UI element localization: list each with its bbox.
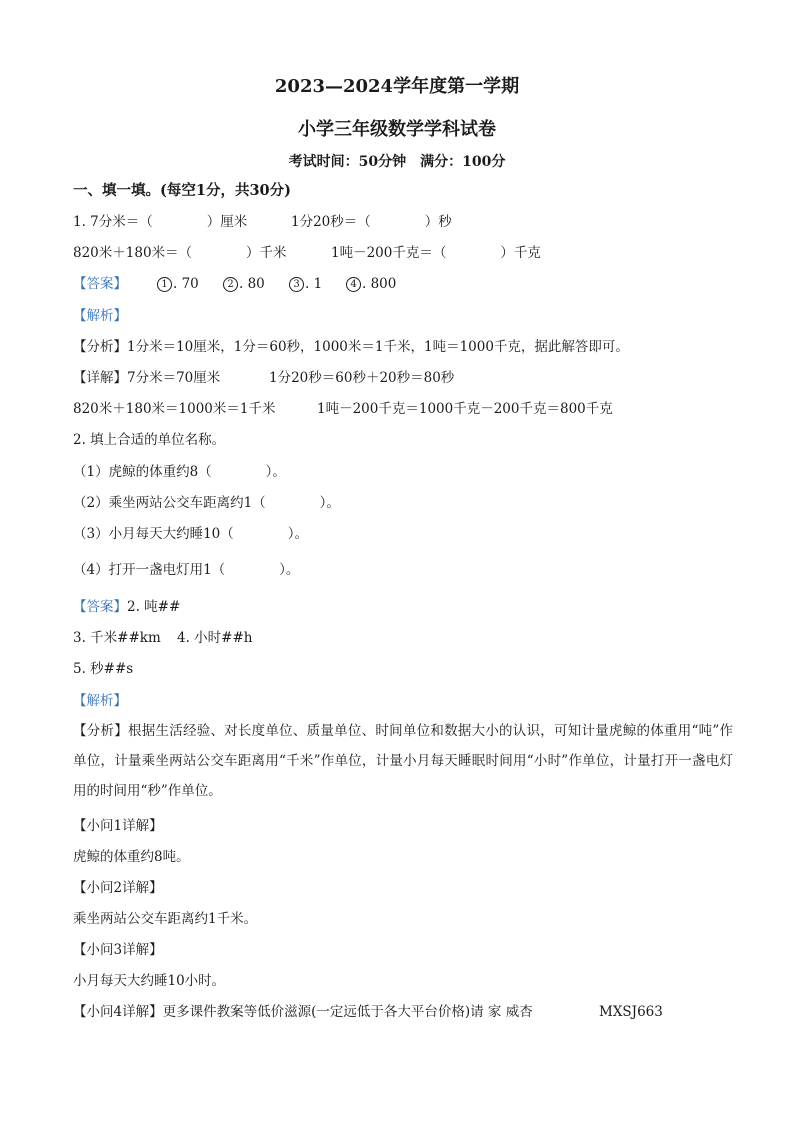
q1-answer-line (73, 275, 397, 293)
fenxi-text: 根据生活经验、对长度单位、质量单位、时间单位和数据大小的认识，可知计量虎鲸的体重用“吨”作单位，计量乘坐两站公交车距离用“千米”作单位，计量小月每天睡眠时间用“小时”作单位，计量打开一盏电灯用的时间用“秒”作单位。 (73, 723, 733, 799)
q2-item-2: （2）乘坐两站公交车距离约1（ ）。 (73, 495, 340, 511)
sub4-tag: 【小问4详解】 (73, 1004, 163, 1020)
q1-xj1: 【详解】7分米＝70厘米 (73, 370, 221, 386)
watermark-code: MXSJ663 (599, 1004, 663, 1020)
exam-paper-title: 小学三年级数学学科试卷 (298, 119, 496, 140)
fenxi-tag: 【分析】 (73, 339, 127, 355)
answer-tag: 【答案】 (73, 599, 127, 615)
q1-answer-2: 2 . 80 (223, 275, 265, 293)
q1-answer-3: 3 . 1 (289, 275, 322, 293)
q2-item-4: （4）打开一盏电灯用1（ ）。 (73, 562, 300, 578)
q2-analysis-tag: 【解析】 (73, 693, 127, 709)
q2-sub4-line (73, 1003, 663, 1021)
q2-answer-2: 2. 吨## (127, 599, 181, 615)
exam-info: 考试时间：50分钟 满分：100分 (288, 154, 506, 170)
q2-item-1: （1）虎鲸的体重约8（ ）。 (73, 464, 286, 480)
q2-sub1-text: 虎鲸的体重约8吨。 (73, 849, 190, 865)
q1-xj2: 1分20秒＝60秒＋20秒＝80秒 (269, 370, 455, 386)
q2-answer-line (73, 598, 180, 616)
q2-stem: 2. 填上合适的单位名称。 (73, 432, 226, 448)
section-heading: 一、填一填。(每空1分，共30分) (73, 182, 291, 199)
q1-xj3: 820米＋180米＝1000米＝1千米 (73, 401, 276, 417)
q1-part-b: 1分20秒＝（ ）秒 (291, 214, 452, 230)
q1-part-d: 1吨－200千克＝（ ）千克 (331, 245, 541, 261)
q1-xj4: 1吨－200千克＝1000千克－200千克＝800千克 (317, 401, 613, 417)
q1-analysis-tag: 【解析】 (73, 308, 127, 324)
q1-part-a: 1. 7分米＝（ ）厘米 (73, 214, 248, 230)
answer-tag: 【答案】 (73, 276, 127, 292)
q2-fenxi (73, 716, 733, 806)
exam-term-title: 2023—2024学年度第一学期 (274, 76, 520, 97)
q2-sub3-tag: 【小问3详解】 (73, 942, 163, 958)
q2-sub2-tag: 【小问2详解】 (73, 880, 163, 896)
q1-part-c: 820米＋180米＝（ ）千米 (73, 245, 287, 261)
fenxi-text: 1分米＝10厘米，1分＝60秒，1000米＝1千米，1吨＝1000千克，据此解答即可。 (127, 339, 629, 355)
q1-answer-1: 1 . 70 (157, 275, 199, 293)
q2-sub1-tag: 【小问1详解】 (73, 818, 163, 834)
q1-fenxi (73, 338, 629, 356)
q2-item-3: （3）小月每天大约睡10（ ）。 (73, 526, 309, 542)
fenxi-tag: 【分析】 (73, 723, 128, 739)
sub4-text: 更多课件教案等低价滋源(一定远低于各大平台价格)请 家 威杏 (162, 1004, 533, 1020)
q2-answer-5: 5. 秒##s (73, 661, 134, 677)
q2-answer-3: 3. 千米##km (73, 630, 161, 646)
q1-answer-4: 4 . 800 (346, 275, 396, 293)
q2-sub2-text: 乘坐两站公交车距离约1千米。 (73, 911, 258, 927)
q2-answer-4: 4. 小时##h (177, 630, 253, 646)
q2-sub3-text: 小月每天大约睡10小时。 (73, 973, 226, 989)
